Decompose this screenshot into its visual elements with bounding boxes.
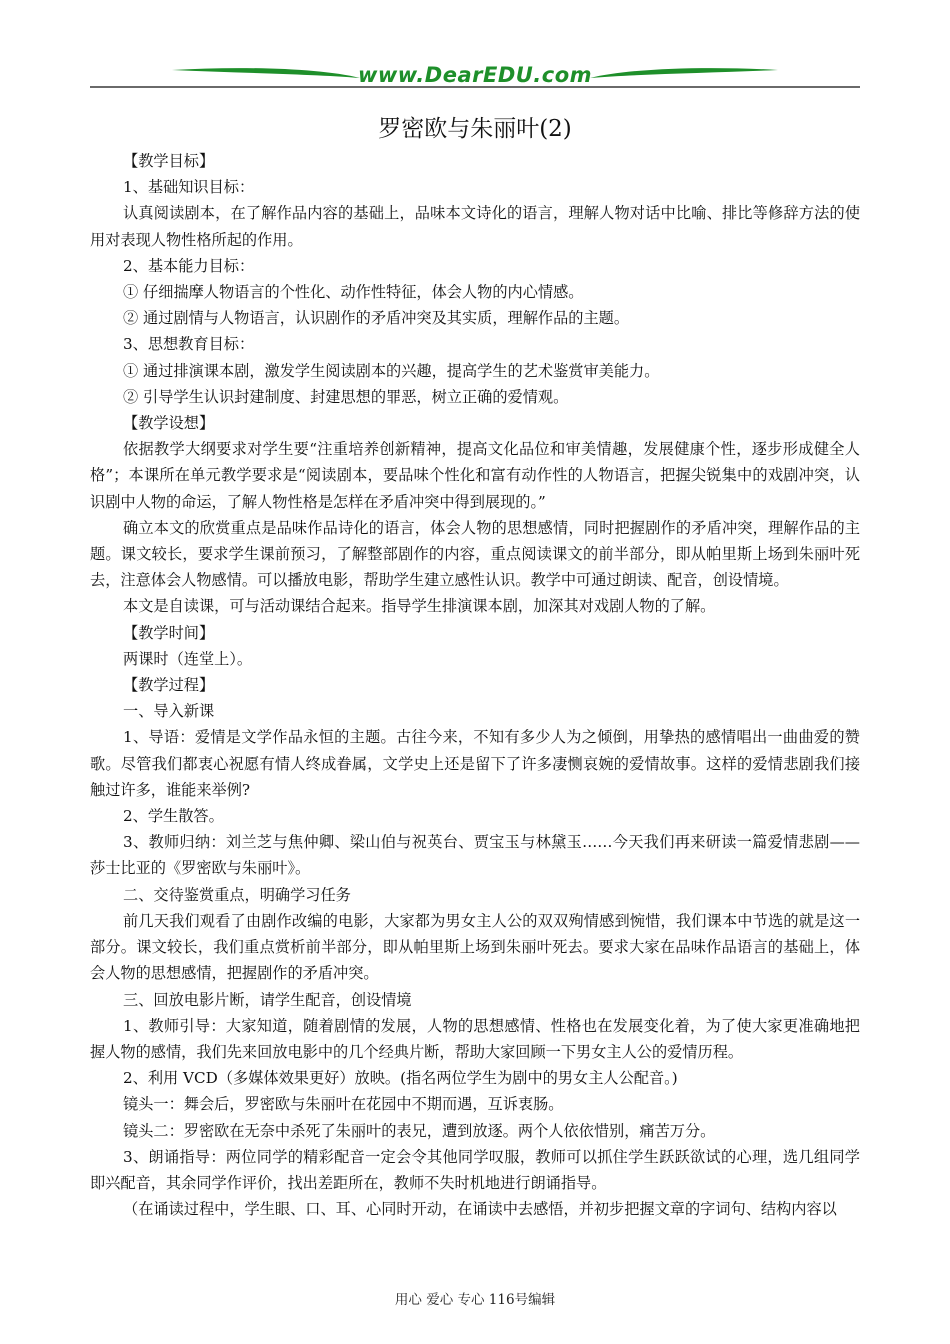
body-paragraph: ① 通过排演课本剧，激发学生阅读剧本的兴趣，提高学生的艺术鉴赏审美能力。 (123, 361, 660, 380)
body-paragraph: 3、思想教育目标： (123, 335, 255, 354)
body-paragraph: 【教学设想】 (123, 414, 215, 433)
body-paragraph: 三、回放电影片断，请学生配音，创设情境 (123, 990, 412, 1009)
document-body (90, 148, 860, 1222)
body-paragraph: 1、教师引导：大家知道，随着剧情的发展，人物的思想感情、性格也在发展变化着，为了使大家更准确地把握人物的感情，我们先来回放电影中的几个经典片断，帮助大家回顾一下男女主人公的爱情历程。 (90, 1016, 860, 1061)
body-paragraph: ② 通过剧情与人物语言，认识剧作的矛盾冲突及其实质，理解作品的主题。 (123, 309, 630, 328)
body-paragraph: 二、交待鉴赏重点，明确学习任务 (123, 885, 351, 904)
body-paragraph: 1、导语：爱情是文学作品永恒的主题。古往今来，不知有多少人为之倾倒，用挚热的感情唱出一曲曲爱的赞歌。尽管我们都衷心祝愿有情人终成眷属，文学史上还是留下了许多凄恻哀婉的爱情故事。这样的爱情悲剧我们接触过许多，谁能来举例? (90, 728, 860, 799)
body-paragraph: 【教学过程】 (123, 676, 215, 695)
body-paragraph: ① 仔细揣摩人物语言的个性化、动作性特征，体会人物的内心情感。 (123, 283, 584, 302)
site-logo-text: www.DearEDU.com (357, 63, 593, 87)
page-footer: 用心 爱心 专心 116号编辑 (394, 1292, 556, 1308)
body-paragraph: （在诵读过程中，学生眼、口、耳、心同时开动，在诵读中去感悟，并初步把握文章的字词句、结构内容以 (123, 1200, 837, 1219)
body-paragraph: ② 引导学生认识封建制度、封建思想的罪恶，树立正确的爱情观。 (123, 387, 569, 406)
body-paragraph: 本文是自读课，可与活动课结合起来。指导学生排演课本剧，加深其对戏剧人物的了解。 (123, 597, 716, 616)
body-paragraph: 2、利用 VCD（多媒体效果更好）放映。(指名两位学生为剧中的男女主人公配音。) (123, 1069, 678, 1088)
body-paragraph: 镜头一：舞会后，罗密欧与朱丽叶在花园中不期而遇，互诉衷肠。 (123, 1095, 564, 1114)
body-paragraph: 3、朗诵指导：两位同学的精彩配音一定会令其他同学叹服，教师可以抓住学生跃跃欲试的心理，选几组同学即兴配音，其余同学作评价，找出差距所在，教师不失时机地进行朗诵指导。 (90, 1147, 860, 1192)
body-paragraph: 【教学目标】 (123, 152, 215, 170)
document-title: 罗密欧与朱丽叶(2) (378, 116, 572, 142)
body-paragraph: 镜头二：罗密欧在无奈中杀死了朱丽叶的表兄，遭到放逐。两个人依依惜别，痛苦万分。 (123, 1121, 716, 1140)
body-paragraph: 一、导入新课 (123, 702, 215, 721)
body-paragraph: 依据教学大纲要求对学生要“注重培养创新精神，提高文化品位和审美情趣，发展健康个性，逐步形成健全人格”；本课所在单元教学要求是“阅读剧本，要品味个性化和富有动作性的人物语言，把握尖锐集中的戏剧冲突，认识剧中人物的命运，了解人物性格是怎样在矛盾冲突中得到展现的。” (90, 440, 860, 511)
body-paragraph: 【教学时间】 (123, 623, 215, 642)
body-paragraph: 2、基本能力目标： (123, 256, 255, 275)
body-paragraph: 确立本文的欣赏重点是品味作品诗化的语言，体会人物的思想感情，同时把握剧作的矛盾冲突，理解作品的主题。课文较长，要求学生课前预习，了解整部剧作的内容，重点阅读课文的前半部分，即从帕里斯上场到朱丽叶死去，注意体会人物感情。可以播放电影，帮助学生建立感性认识。教学中可通过朗读、配音，创设情境。 (90, 518, 860, 590)
body-paragraph: 认真阅读剧本，在了解作品内容的基础上，品味本文诗化的语言，理解人物对话中比喻、排比等修辞方法的使用对表现人物性格所起的作用。 (90, 204, 860, 249)
body-paragraph: 两课时（连堂上）。 (123, 649, 253, 668)
site-header-banner (90, 60, 860, 90)
body-paragraph: 3、教师归纳：刘兰芝与焦仲卿、梁山伯与祝英台、贾宝玉与林黛玉……今天我们再来研读一篇爱情悲剧——莎士比亚的《罗密欧与朱丽叶》。 (90, 833, 860, 878)
body-paragraph: 2、学生散答。 (123, 807, 224, 826)
body-paragraph: 前几天我们观看了由剧作改编的电影，大家都为男女主人公的双双殉情感到惋惜，我们课本中节选的就是这一部分。课文较长，我们重点赏析前半部分，即从帕里斯上场到朱丽叶死去。要求大家在品味作品语言的基础上，体会人物的思想感情，把握剧作的矛盾冲突。 (90, 911, 860, 983)
body-paragraph: 1、基础知识目标： (123, 178, 255, 197)
